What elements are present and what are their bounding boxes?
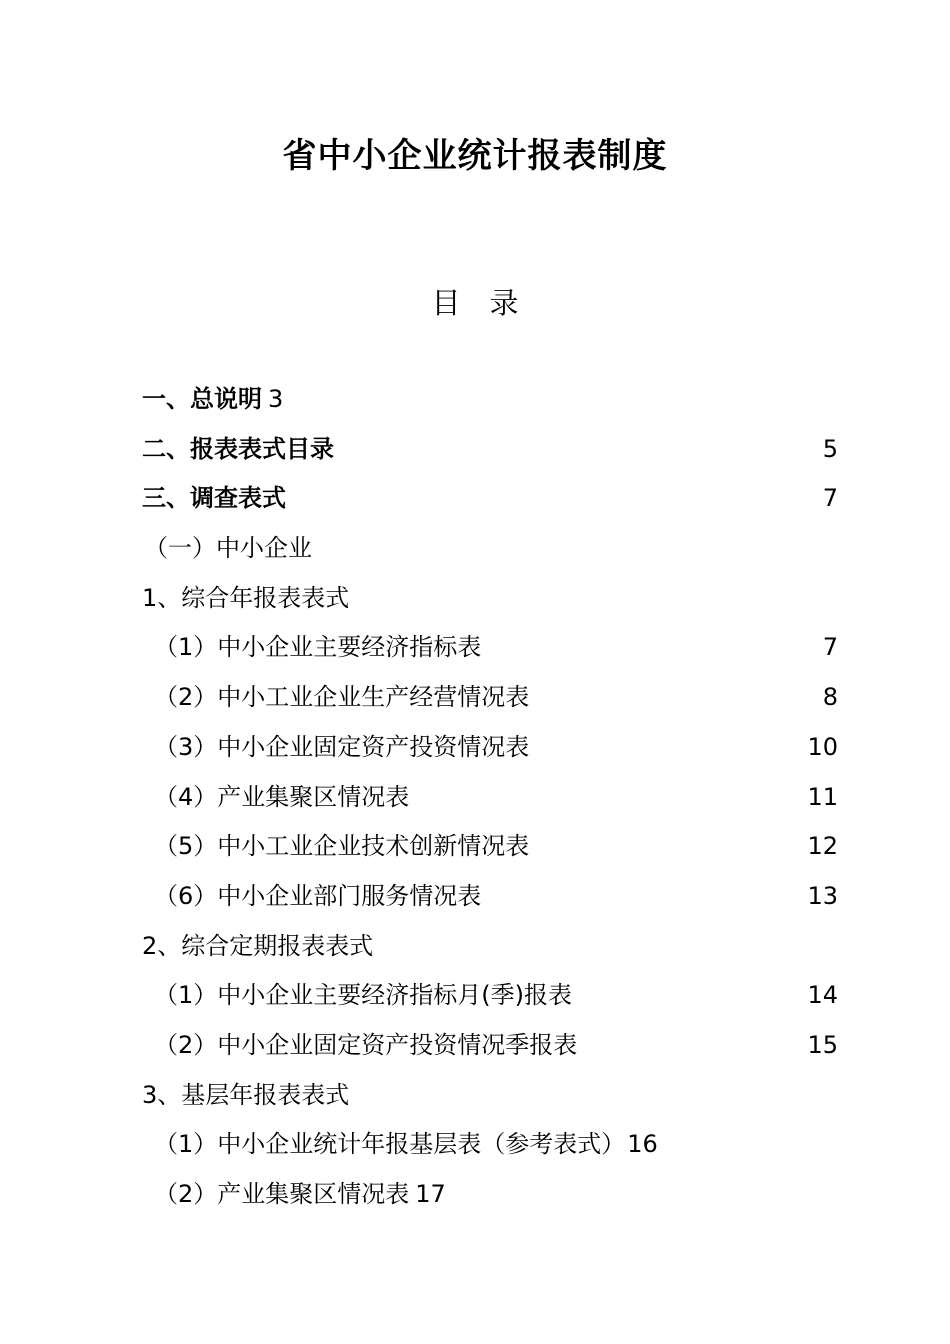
toc-entry-page: 13 <box>807 881 838 910</box>
toc-entry-grassroots-annual[interactable] <box>142 1071 838 1121</box>
toc-entry-page: 8 <box>822 683 838 712</box>
toc-entry-item[interactable] <box>142 623 838 673</box>
toc-entry-page: 11 <box>807 782 838 811</box>
toc-entry-page: 7 <box>822 633 838 662</box>
toc-entry-item[interactable] <box>142 822 838 872</box>
toc-entry-label: （5）中小工业企业技术创新情况表 <box>154 832 530 861</box>
toc-entry-item[interactable] <box>142 673 838 723</box>
toc-entry-page: 3 <box>268 385 284 413</box>
toc-entry-item[interactable] <box>142 773 838 823</box>
toc-entry-page: 17 <box>415 1180 446 1208</box>
toc-entry-label: 3、基层年报表表式 <box>142 1080 350 1109</box>
toc-entry-label: （3）中小企业固定资产投资情况表 <box>154 732 530 761</box>
toc-heading: 目 录 <box>431 286 519 320</box>
toc-entry-page: 12 <box>807 832 838 861</box>
toc-entry-item[interactable] <box>142 1021 838 1071</box>
toc-entry-report-catalog[interactable] <box>142 425 838 475</box>
toc-entry-label: 三、调查表式 <box>142 484 286 513</box>
toc-entry-label: （6）中小企业部门服务情况表 <box>154 881 482 910</box>
toc-entry-page: 16 <box>627 1130 658 1159</box>
toc-entry-page: 5 <box>822 434 838 463</box>
toc-entry-periodic-comprehensive[interactable] <box>142 922 838 972</box>
table-of-contents <box>142 375 838 1220</box>
toc-entry-label: 1、综合年报表表式 <box>142 583 350 612</box>
toc-entry-item[interactable] <box>142 1170 838 1220</box>
toc-entry-label: 二、报表表式目录 <box>142 434 334 463</box>
toc-entry-page: 14 <box>807 981 838 1010</box>
toc-entry-label: （2）产业集聚区情况表 <box>154 1180 410 1208</box>
toc-entry-label: （一）中小企业 <box>144 534 312 563</box>
toc-entry-annual-comprehensive[interactable] <box>142 574 838 624</box>
document-title: 省中小企业统计报表制度 <box>282 136 668 176</box>
toc-entry-label: （1）中小企业主要经济指标表 <box>154 633 482 662</box>
toc-entry-label: 2、综合定期报表表式 <box>142 931 374 960</box>
toc-entry-item[interactable] <box>142 723 838 773</box>
toc-entry-label: （1）中小企业统计年报基层表（参考表式） <box>154 1130 626 1159</box>
toc-entry-label: 一、总说明 <box>142 385 262 413</box>
toc-entry-page: 15 <box>807 1030 838 1059</box>
toc-entry-label: （2）中小企业固定资产投资情况季报表 <box>154 1030 578 1059</box>
toc-entry-page: 10 <box>807 732 838 761</box>
toc-entry-general-notes[interactable] <box>142 375 838 425</box>
toc-entry-survey-forms[interactable] <box>142 474 838 524</box>
toc-entry-item[interactable] <box>142 1120 838 1170</box>
toc-entry-sme-section[interactable] <box>142 524 838 574</box>
toc-entry-item[interactable] <box>142 872 838 922</box>
toc-entry-page: 7 <box>822 484 838 513</box>
toc-entry-item[interactable] <box>142 971 838 1021</box>
toc-entry-label: （4）产业集聚区情况表 <box>154 782 410 811</box>
toc-entry-label: （2）中小工业企业生产经营情况表 <box>154 683 530 712</box>
toc-entry-label: （1）中小企业主要经济指标月(季)报表 <box>154 981 572 1010</box>
